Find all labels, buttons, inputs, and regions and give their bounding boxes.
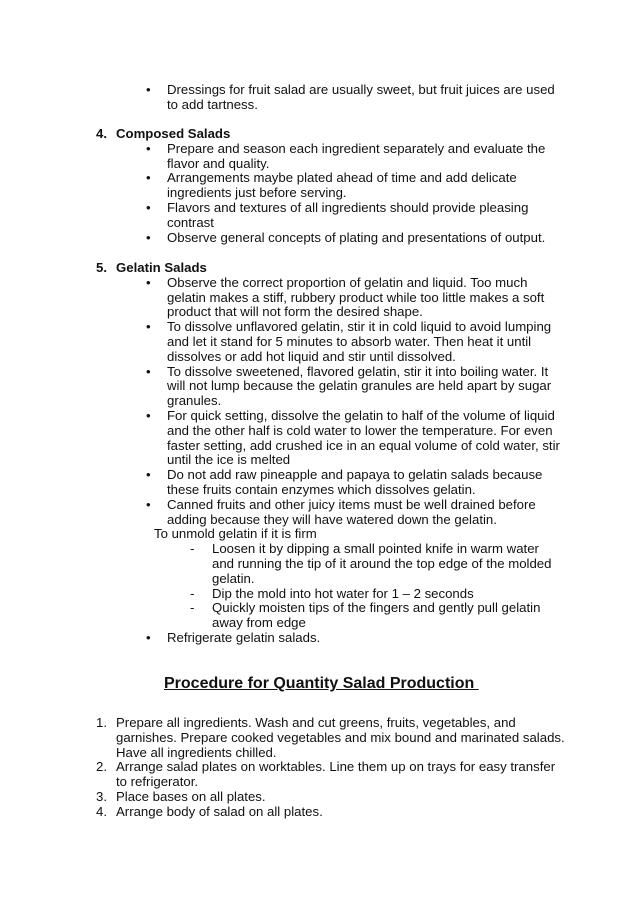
list-item (0, 468, 567, 498)
list-item (0, 805, 566, 820)
list-item (0, 631, 567, 646)
gelatin-salads-section (0, 261, 638, 646)
list-item (0, 790, 566, 805)
list-item (0, 409, 567, 468)
list-item-text: Canned fruits and other juicy items must be well drained before adding because they will have watered down the gelatin. (167, 496, 536, 527)
list-item-text: Dip the mold into hot water for 1 – 2 seconds (212, 585, 474, 601)
list-item (0, 542, 562, 586)
bullet-marker: • (146, 82, 151, 97)
bullet-marker: • (146, 407, 151, 423)
list-item-text: Do not add raw pineapple and papaya to gelatin salads because these fruits contain enzymes which dissolves gelatin. (167, 467, 543, 497)
bullet-marker: • (146, 496, 151, 512)
procedure-title: Procedure for Quantity Salad Production (164, 675, 479, 692)
bullet-marker: • (146, 274, 151, 290)
list-item (0, 83, 567, 113)
section-number: 5. (96, 260, 107, 275)
section-heading-text: Composed Salads (116, 126, 231, 141)
list-item (0, 365, 567, 409)
bullet-marker: • (146, 319, 151, 335)
dash-marker: - (190, 600, 195, 616)
list-item-text: Observe general concepts of plating and presentations of output. (167, 229, 546, 245)
bullet-marker: • (146, 629, 151, 645)
step-text: Arrange body of salad on all plates. (116, 803, 323, 819)
list-item-text: Observe the correct proportion of gelatin and liquid. Too much gelatin makes a stiff, rubbery product while too little makes a soft product that will not form the desired shape. (167, 274, 545, 320)
section-heading (0, 127, 638, 142)
section-heading-text: Gelatin Salads (116, 260, 207, 275)
list-item-text: To dissolve sweetened, flavored gelatin, stir it into boiling water. It will not lump because the gelatin granules are held apart by sugar granules. (167, 363, 552, 409)
list-item-text: Flavors and textures of all ingredients should provide pleasing contrast (167, 199, 529, 230)
list-item (0, 587, 562, 602)
list-item-text: Arrangements maybe plated ahead of time and add delicate ingredients just before serving. (167, 170, 517, 201)
step-number: 3. (96, 788, 107, 804)
composed-salads-section (0, 127, 638, 245)
bullet-marker: • (146, 199, 151, 215)
list-item (0, 320, 567, 364)
list-item-text: Loosen it by dipping a small pointed knife in warm water and running the tip of it around the top edge of the molded gelatin. (212, 541, 552, 586)
bullet-marker: • (146, 229, 151, 245)
list-item (0, 201, 567, 231)
step-number: 2. (96, 759, 107, 775)
list-item (0, 231, 567, 246)
step-number: 1. (96, 715, 107, 730)
list-item-text: Prepare and season each ingredient separately and evaluate the flavor and quality. (167, 140, 546, 171)
list-item-text: To dissolve unflavored gelatin, stir it in cold liquid to avoid lumping and let it stand for 5 minutes to absorb water. Then heat it until dissolves or add hot liquid and stir until dissolved. (167, 319, 552, 364)
list-item (0, 276, 567, 320)
list-item (0, 142, 567, 172)
bullet-marker: • (146, 363, 151, 379)
section-heading (0, 261, 638, 276)
list-item (0, 716, 566, 760)
dash-marker: - (190, 541, 195, 557)
list-item-text: Dressings for fruit salad are usually sweet, but fruit juices are used to add tartness. (167, 82, 555, 112)
bullet-marker: • (146, 467, 151, 483)
bullet-marker: • (146, 170, 151, 186)
step-text: Arrange salad plates on worktables. Line them up on trays for easy transfer to refrigerator. (116, 759, 556, 790)
fruit-salad-section (0, 83, 638, 113)
step-number: 4. (96, 803, 107, 819)
list-item (0, 171, 567, 201)
bullet-marker: • (146, 140, 151, 156)
list-item-text: Refrigerate gelatin salads. (167, 629, 321, 645)
section-number: 4. (96, 126, 107, 141)
list-item-text: For quick setting, dissolve the gelatin to half of the volume of liquid and the other half is cold water to lower the temperature. For even faster setting, add crushed ice in an equal volume of cold water, stir until the ice is melted (167, 407, 560, 468)
list-item (0, 498, 567, 528)
step-text: Prepare all ingredients. Wash and cut greens, fruits, vegetables, and garnishes. Prepare cooked vegetables and mix bound and marinated salads. Have all ingredients chilled. (116, 715, 565, 760)
procedure-steps (0, 716, 638, 820)
list-item-text: Quickly moisten tips of the fingers and gently pull gelatin away from edge (212, 600, 541, 631)
dash-marker: - (190, 585, 195, 601)
list-item (0, 760, 566, 790)
unmold-intro: To unmold gelatin if it is firm (154, 526, 317, 542)
list-item (0, 601, 562, 631)
step-text: Place bases on all plates. (116, 788, 266, 804)
